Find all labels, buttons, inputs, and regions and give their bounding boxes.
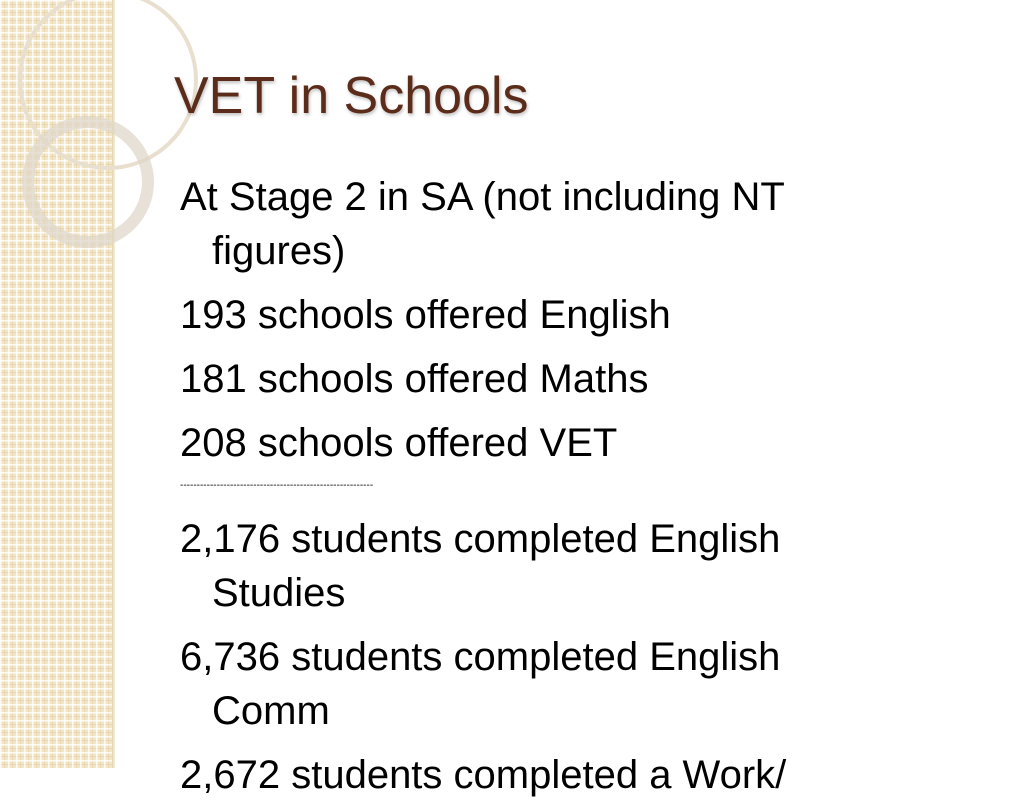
body-paragraph-4: 208 schools offered VET: [180, 421, 618, 465]
body-paragraph-3: 181 schools offered Maths: [180, 357, 649, 401]
body-paragraph-5: 2,176 students completed English Studies: [180, 517, 781, 615]
slide-body: [180, 170, 880, 812]
page-title: VET in Schools: [174, 67, 529, 125]
body-paragraph-6: 6,736 students completed English Comm: [180, 635, 781, 733]
body-paragraph-2: 193 schools offered English: [180, 293, 671, 337]
body-paragraph-7: 2,672 students completed a Work/: [180, 753, 787, 797]
dashed-separator: ----------------------------------------------------------: [180, 480, 374, 491]
decorative-ring-small: [28, 122, 148, 242]
body-paragraph-1: At Stage 2 in SA (not including NT figures): [180, 175, 785, 273]
